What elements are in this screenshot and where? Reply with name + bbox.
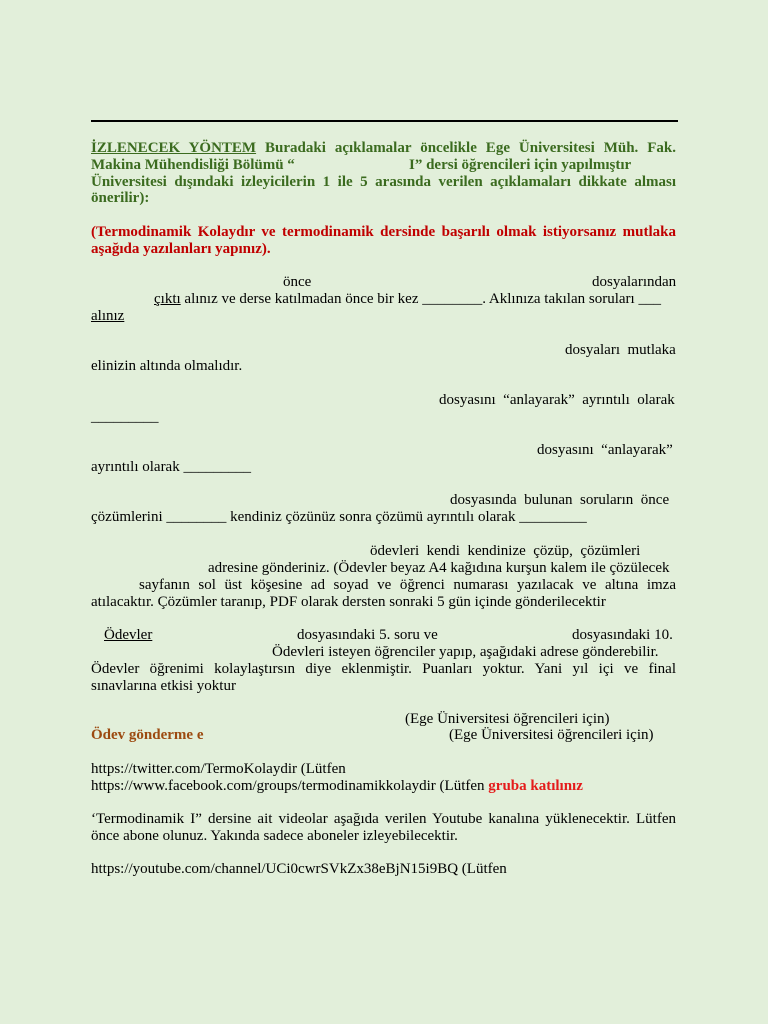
- top-rule: [91, 120, 678, 122]
- facebook-link[interactable]: https://www.facebook.com/groups/termodinamikkolaydir (Lütfen: [91, 778, 489, 794]
- item7-line-3: Ödevler öğrenimi kolaylaştırsın diye eklenmiştir. Puanları yoktur. Yani yıl içi ve final: [91, 661, 676, 677]
- item6-line-3: sayfanın sol üst köşesine ad soyad ve öğrenci numarası yazılacak ve altına imza: [139, 577, 676, 593]
- intro-line-1-rest: Buradaki açıklamalar öncelikle Ege Üniversitesi Müh. Fak.: [265, 140, 676, 156]
- intro-line-2a: Makina Mühendisliği Bölümü “: [91, 157, 295, 173]
- youtube-line-2: önce abone olunuz. Yakında sadece aboneler izleyebilecektir.: [91, 828, 458, 844]
- item3-line-2: _________: [91, 409, 159, 425]
- item7-odevler: Ödevler: [104, 627, 153, 643]
- item1-dosyalarindan: dosyalarından: [592, 274, 677, 290]
- item1-aliniz: alınız: [91, 308, 125, 324]
- cikti-link[interactable]: çıktı: [154, 291, 181, 307]
- item2-line-1: dosyaları mutlaka: [565, 342, 676, 358]
- email-note-1: (Ege Üniversitesi öğrencileri için): [405, 711, 610, 727]
- item2-line-2: elinizin altında olmalıdır.: [91, 358, 243, 374]
- email-note-2: (Ege Üniversitesi öğrencileri için): [449, 727, 654, 743]
- warning-line-2: aşağıda yazılanları yapınız).: [91, 241, 271, 257]
- item6-line-4: atılacaktır. Çözümler taranıp, PDF olarak dersten sonraki 5 gün içinde gönderilecektir: [91, 594, 606, 610]
- item5-line-1: dosyasında bulunan soruların önce: [450, 492, 670, 508]
- item6-line-1: ödevleri kendi kendinize çözüp, çözümleri: [370, 543, 641, 559]
- twitter-link[interactable]: https://twitter.com/TermoKolaydir (Lütfen: [91, 761, 346, 777]
- email-label: Ödev gönderme e: [91, 727, 204, 743]
- method-heading: İZLENECEK YÖNTEM: [91, 140, 257, 156]
- item1-once: önce: [283, 274, 312, 290]
- intro-line-4: önerilir):: [91, 190, 150, 206]
- item6-line-2: adresine gönderiniz. (Ödevler beyaz A4 kağıdına kurşun kalem ile çözülecek: [208, 560, 670, 576]
- item1-line-2-rest: alınız ve derse katılmadan önce bir kez ________. Aklınıza takılan soruları ___: [180, 291, 661, 307]
- facebook-line: [91, 778, 583, 795]
- item7-line-2: Ödevleri isteyen öğrenciler yapıp, aşağıdaki adrese gönderebilir.: [272, 644, 659, 660]
- intro-line-2b: I” dersi öğrencileri için yapılmıştır: [409, 157, 632, 173]
- item3-line-1: dosyasını “anlayarak” ayrıntılı olarak: [439, 392, 675, 408]
- youtube-link[interactable]: https://youtube.com/channel/UCi0cwrSVkZx38eBjN15i9BQ (Lütfen: [91, 861, 507, 877]
- join-group-text: gruba katılınız: [488, 778, 583, 794]
- item5-line-2: çözümlerini ________ kendiniz çözünüz sonra çözümü ayrıntılı olarak _________: [91, 509, 587, 525]
- youtube-line-1: ‘Termodinamik I” dersine ait videolar aşağıda verilen Youtube kanalına yüklenecektir. Lütfen: [91, 811, 676, 827]
- item4-line-1: dosyasını “anlayarak”: [537, 442, 673, 458]
- item7-dosya5: dosyasındaki 5. soru ve: [297, 627, 438, 643]
- item1-line-2: [154, 291, 661, 308]
- intro-line-3: Üniversitesi dışındaki izleyicilerin 1 ile 5 arasında verilen açıklamaları dikkate alması: [91, 174, 676, 190]
- item7-dosya10: dosyasındaki 10.: [572, 627, 673, 643]
- intro-line-1: [91, 140, 676, 157]
- item4-line-2: ayrıntılı olarak _________: [91, 459, 251, 475]
- item7-line-4: sınavlarına etkisi yoktur: [91, 678, 236, 694]
- warning-line-1: (Termodinamik Kolaydır ve termodinamik dersinde başarılı olmak istiyorsanız mutlaka: [91, 224, 676, 240]
